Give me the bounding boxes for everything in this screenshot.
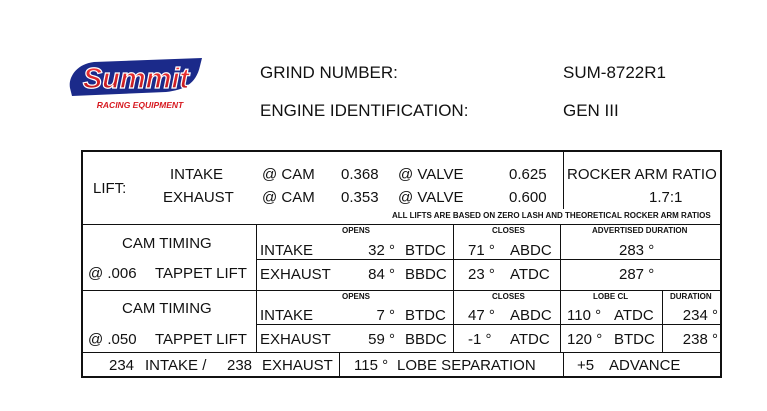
lobe-separation-value: 115 ° <box>354 357 389 374</box>
t050-intake-open-ref: BTDC <box>405 307 446 324</box>
grind-number-label: GRIND NUMBER: <box>260 63 398 82</box>
logo-brand-text: Summit <box>82 63 190 95</box>
t006-exhaust-open: 84 ° <box>368 266 395 283</box>
divider-footer-1 <box>339 352 340 377</box>
t006-exhaust-open-ref: BBDC <box>405 266 447 283</box>
closes-050-header: CLOSES <box>492 292 525 301</box>
cam-timing-006-tappet: TAPPET LIFT <box>155 265 247 282</box>
summit-logo <box>66 52 206 114</box>
cam-timing-006-at: @ .006 <box>88 265 137 282</box>
divider-006-050 <box>82 290 721 291</box>
cam-timing-006-title: CAM TIMING <box>122 235 212 252</box>
lift-intake-at-cam: @ CAM <box>262 166 315 183</box>
lift-exhaust-label: EXHAUST <box>163 189 234 206</box>
t006-exhaust-close-ref: ATDC <box>510 266 550 283</box>
t050-exhaust-close-ref: ATDC <box>510 331 550 348</box>
t006-intake-open-ref: BTDC <box>405 242 446 259</box>
grind-number-value: SUM-8722R1 <box>563 63 666 82</box>
t006-exhaust-label: EXHAUST <box>260 266 331 283</box>
lift-exhaust-cam-value: 0.353 <box>341 189 379 206</box>
divider-006-rows <box>256 259 721 260</box>
lift-exhaust-valve-value: 0.600 <box>509 189 547 206</box>
t006-intake-open: 32 ° <box>368 242 395 259</box>
logo-tagline-text: RACING EQUIPMENT <box>96 100 184 110</box>
t006-intake-close-ref: ABDC <box>510 242 552 259</box>
t006-intake-label: INTAKE <box>260 242 314 259</box>
engine-identification-value: GEN III <box>563 101 619 120</box>
lift-intake-at-valve: @ VALVE <box>398 166 464 183</box>
lift-intake-valve-value: 0.625 <box>509 166 547 183</box>
t050-exhaust-close: -1 ° <box>468 331 492 348</box>
t050-intake-lobe: 110 ° <box>567 307 602 324</box>
closes-006-header: CLOSES <box>492 226 525 235</box>
t050-exhaust-open: 59 ° <box>368 331 395 348</box>
divider-label-col <box>256 224 257 352</box>
t050-exhaust-lobe: 120 ° <box>567 331 603 348</box>
opens-006-header: OPENS <box>342 226 371 235</box>
footer-intake-label: INTAKE / <box>145 357 207 374</box>
advertised-duration-header: ADVERTISED DURATION <box>592 226 688 235</box>
footer-intake-duration: 234 <box>109 357 135 374</box>
divider-050-rows <box>256 324 721 325</box>
footer-exhaust-duration: 238 <box>227 357 253 374</box>
divider-rocker <box>563 151 564 209</box>
divider-opens-closes <box>453 224 454 352</box>
cam-timing-050-tappet: TAPPET LIFT <box>155 331 247 348</box>
t006-intake-duration: 283 ° <box>619 242 655 259</box>
t006-exhaust-duration: 287 ° <box>619 266 655 283</box>
lift-intake-cam-value: 0.368 <box>341 166 379 183</box>
lift-label: LIFT: <box>93 180 127 197</box>
t006-intake-close: 71 ° <box>468 242 495 259</box>
advance-value: +5 <box>577 357 595 374</box>
divider-lift-timing <box>82 224 721 225</box>
t050-intake-open: 7 ° <box>376 307 395 324</box>
opens-050-header: OPENS <box>342 292 371 301</box>
divider-footer-2 <box>563 352 564 377</box>
duration-050-header: DURATION <box>670 292 712 301</box>
cam-timing-050-title: CAM TIMING <box>122 300 212 317</box>
advance-label: ADVANCE <box>609 357 681 374</box>
lift-exhaust-at-cam: @ CAM <box>262 189 315 206</box>
t050-intake-duration: 234 ° <box>682 307 718 324</box>
t050-exhaust-label: EXHAUST <box>260 331 331 348</box>
rocker-ratio-label: ROCKER ARM RATIO <box>567 166 717 183</box>
summit-logo-graphic <box>66 52 206 114</box>
lift-note: ALL LIFTS ARE BASED ON ZERO LASH AND THEORETICAL ROCKER ARM RATIOS <box>392 211 711 220</box>
t050-intake-close-ref: ABDC <box>510 307 552 324</box>
lobe-cl-header: LOBE CL <box>593 292 629 301</box>
t050-intake-label: INTAKE <box>260 307 314 324</box>
lobe-separation-label: LOBE SEPARATION <box>397 357 536 374</box>
lift-exhaust-at-valve: @ VALVE <box>398 189 464 206</box>
rocker-ratio-value: 1.7:1 <box>649 189 683 206</box>
divider-lobe-duration <box>662 290 663 352</box>
t050-intake-lobe-ref: ATDC <box>614 307 654 324</box>
t050-exhaust-lobe-ref: BTDC <box>614 331 655 348</box>
divider-footer <box>82 352 721 353</box>
cam-timing-050-at: @ .050 <box>88 331 137 348</box>
t050-exhaust-open-ref: BBDC <box>405 331 447 348</box>
divider-closes-duration <box>560 224 561 352</box>
footer-exhaust-label: EXHAUST <box>262 357 333 374</box>
t006-exhaust-close: 23 ° <box>468 266 495 283</box>
t050-intake-close: 47 ° <box>468 307 495 324</box>
engine-identification-label: ENGINE IDENTIFICATION: <box>260 101 469 120</box>
lift-intake-label: INTAKE <box>170 166 224 183</box>
t050-exhaust-duration: 238 ° <box>682 331 718 348</box>
